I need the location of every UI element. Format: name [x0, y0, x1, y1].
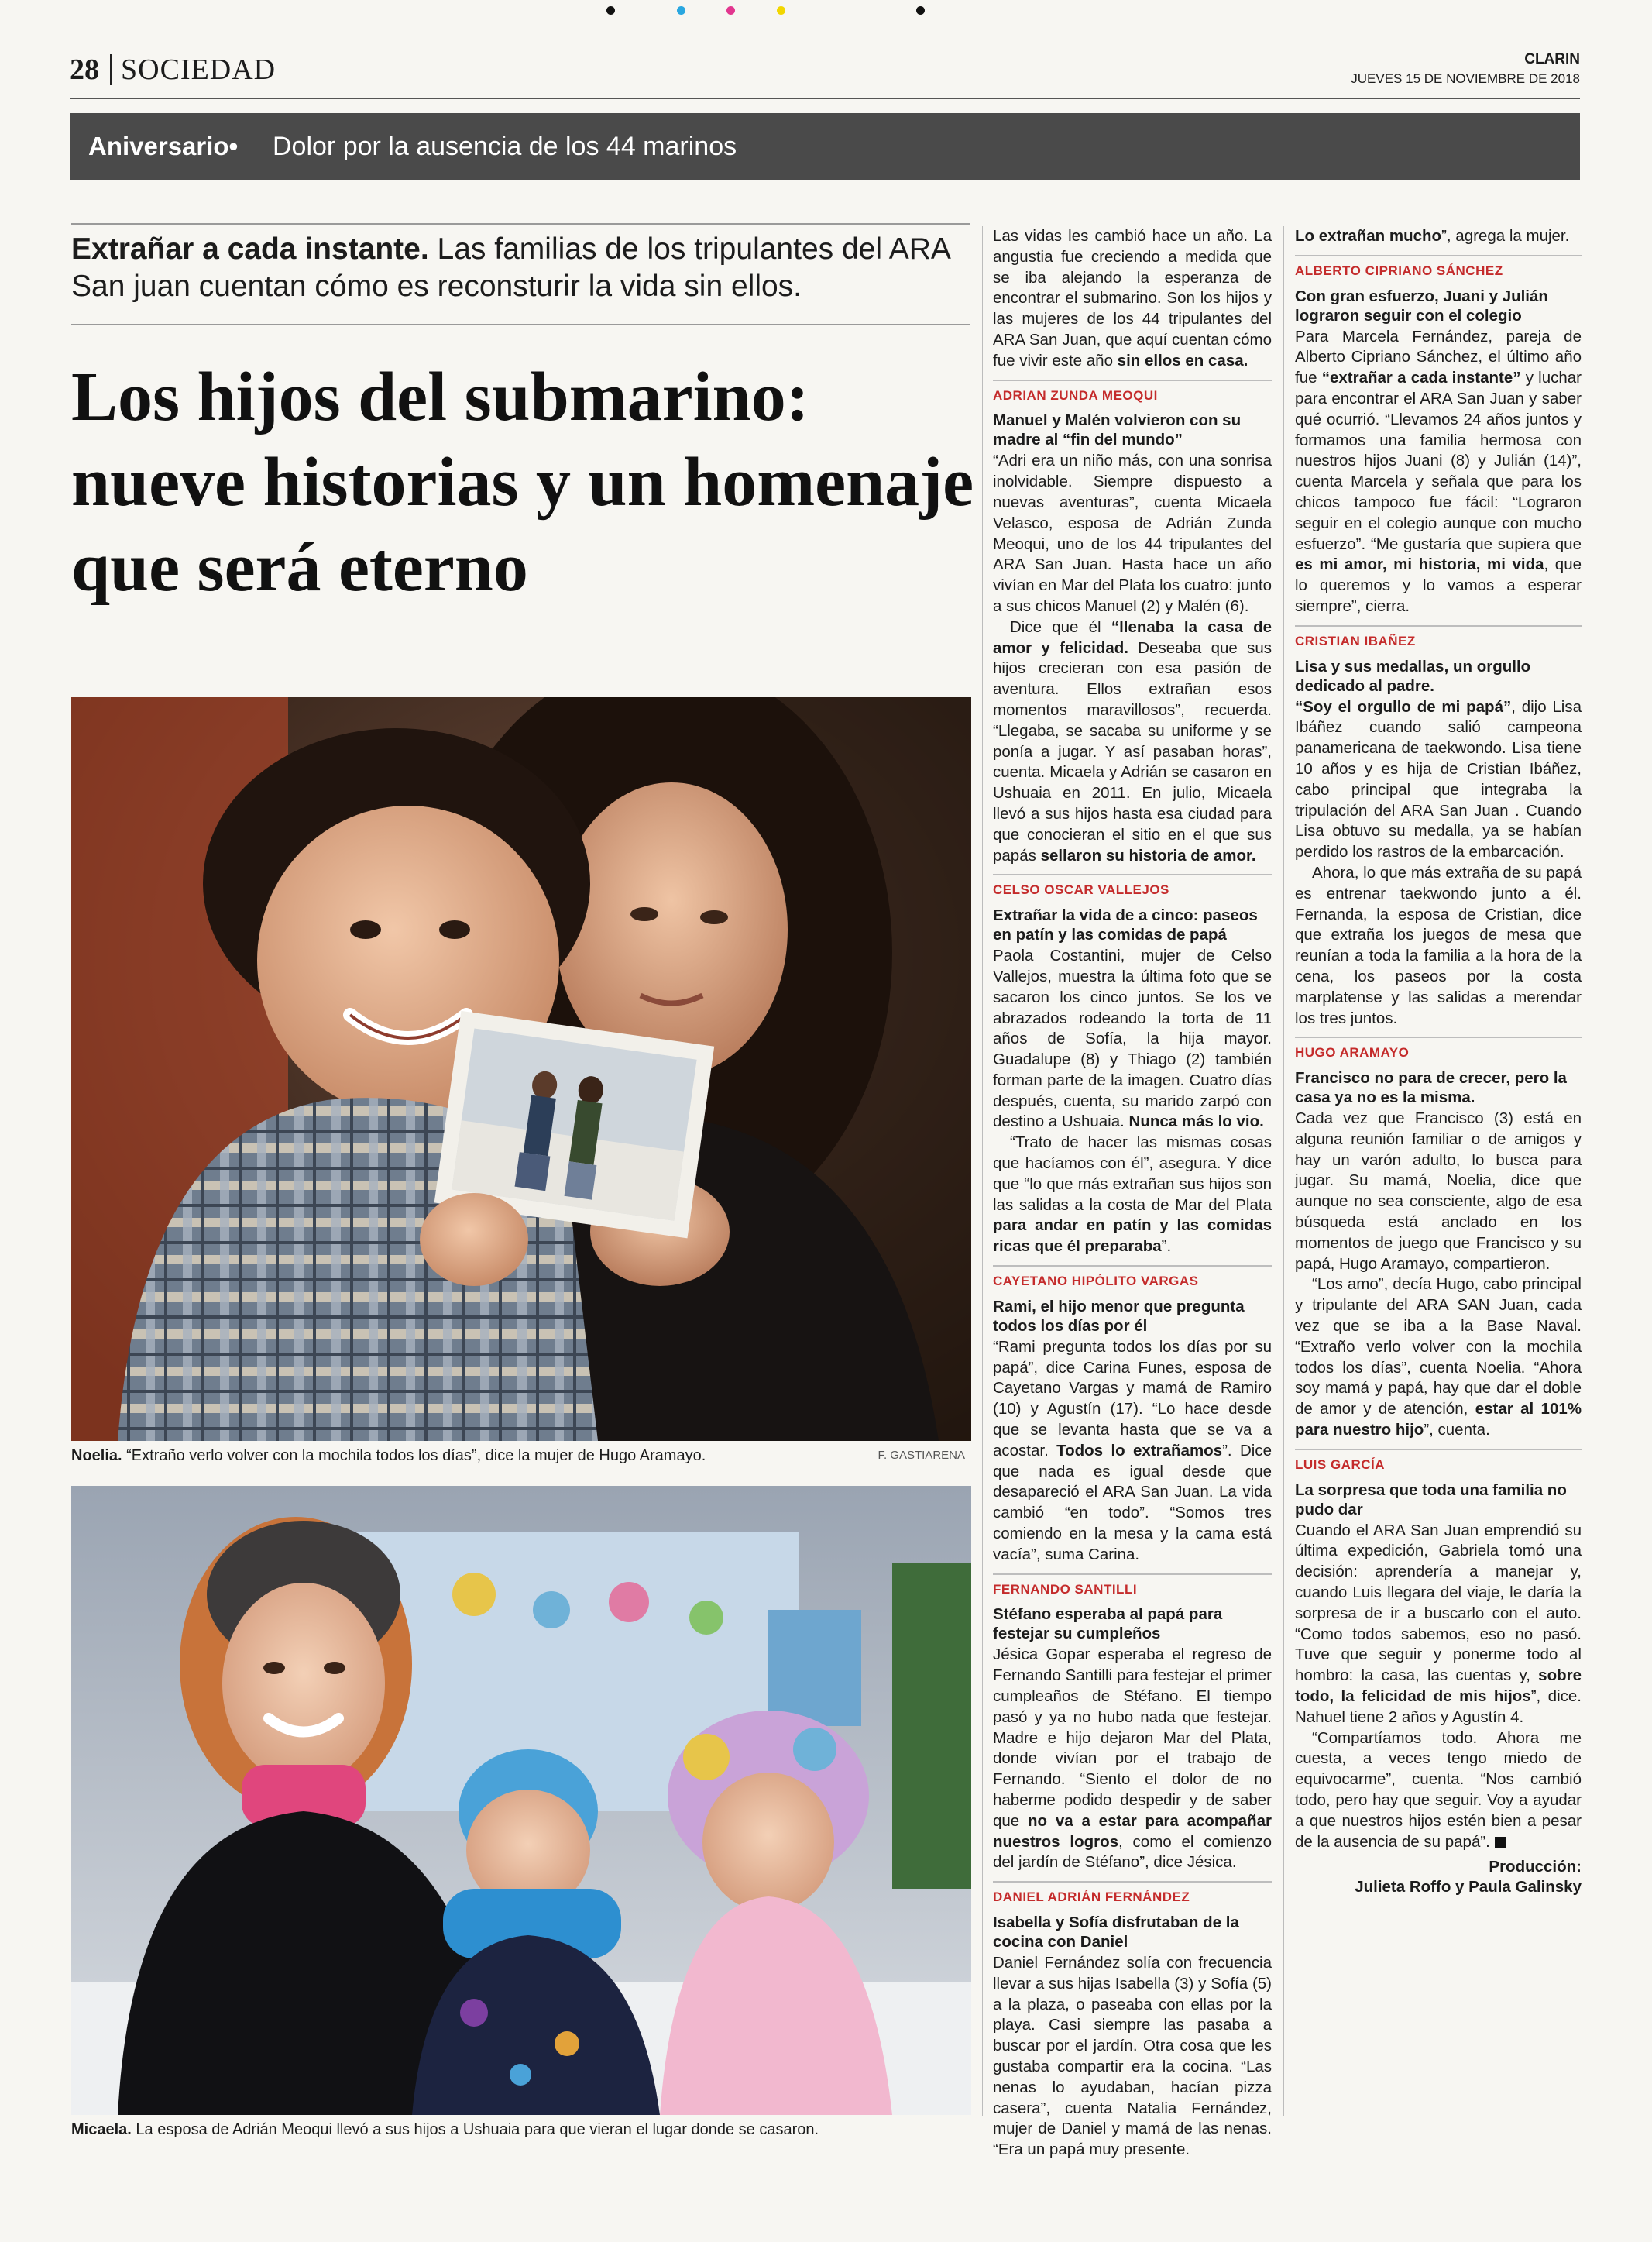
story-vargas [993, 1265, 1272, 1566]
text-run: Jésica Gopar esperaba el regreso de Fernando Santilli para festejar el primer cumpleaños de Stéfano. El tiempo pasó y ya no hubo nada que festejar. Madre e hijo dejaron Mar del Plata, donde vivían por el trabajo de Fernando. “Siento el dolor de no haberme podido despedir y de saber que [993, 1645, 1272, 1830]
story-title: Lisa y sus medallas, un orgullo dedicado al padre. [1295, 657, 1531, 695]
story-title: La sorpresa que toda una familia no pudo dar [1295, 1480, 1567, 1518]
story-title: Rami, el hijo menor que pregunta todos los días por él [993, 1297, 1245, 1335]
caption-lead: Noelia. [71, 1447, 122, 1464]
story-fernandez [993, 1881, 1272, 2161]
story-name: ADRIAN ZUNDA MEOQUI [993, 380, 1272, 407]
text-run: ”, cuenta. [1424, 1421, 1490, 1439]
story-paragraph [993, 617, 1272, 867]
story-paragraph [993, 1133, 1272, 1257]
text-run: Daniel Fernández solía con frecuencia llevar a sus hijas Isabella (3) y Sofía (5) a la plaza, o paseaba con ellas por la playa. Casi siempre las pasaba a buscar por el jardín. Otra cosa que les gustaba compartir era la cocina. “Las nenas lo ayudaban, hacían pizza casera”, cuenta Natalia Fernández, mujer de Daniel y mamá de las nenas. “Era un papá muy presente. [993, 1953, 1272, 2159]
story-paragraph [993, 1337, 1272, 1566]
kicker-text: Dolor por la ausencia de los 44 marinos [273, 132, 737, 161]
text-run: Dice que él [1010, 617, 1111, 636]
story-paragraph [993, 451, 1272, 617]
text-run: Deseaba que sus hijos crecieran con esa pasión de aventura. Ellos extrañan esos momentos maravillosos”, recuerda. “Llegaba, se sacaba su uniforme y se ponía a jugar. Y así pasaban horas”, cuenta. Micaela y Adrián se casaron en Ushuaia en 2011. En julio, Micaela llevó a sus hijos hasta esa ciudad para que conocieran el sitio en el que sus papás [993, 638, 1272, 865]
caption-lead: Micaela. [71, 2121, 132, 2138]
registration-dot-yellow [777, 6, 785, 15]
story-title: Isabella y Sofía disfrutaban de la cocina con Daniel [993, 1913, 1239, 1951]
story-paragraph [1295, 1274, 1582, 1440]
kicker-label: Aniversario• [88, 132, 239, 160]
text-run-bold: es mi amor, mi historia, mi vida [1295, 555, 1544, 574]
column-divider [982, 226, 983, 2116]
text-run: Cada vez que Francisco (3) está en alguna reunión familiar o de amigos y hay un varón adulto, lo busca para jugar. Su mamá, Noelia, dice que aunque no sea consciente, algo de esa búsqueda está anclado en los momentos de juego que Francisco y su papá, Hugo Aramayo, compartieron. [1295, 1109, 1582, 1273]
text-run: , como el comienzo del jardín de Stéfano”, dice Jésica. [993, 1832, 1272, 1872]
deck-top-rule [71, 223, 970, 225]
deck-text: Las familias de los tripulantes del ARA San juan cuentan cómo es reconsturir la vida sin ellos. [71, 232, 950, 303]
story-title: Con gran esfuerzo, Juani y Julián lograron seguir con el colegio [1295, 287, 1548, 325]
photo-caption-micaela [71, 2121, 971, 2139]
text-run-bold: no va a estar para acompañar nuestros logros [993, 1811, 1272, 1851]
photo-credit: F. GASTIARENA [878, 1449, 965, 1462]
text-run: Paola Costantini, mujer de Celso Vallejos, muestra la última foto que se sacaron los cinco juntos. Se los ve abrazados rodeando la torta de 11 años de Sofía, la hija mayor. Guadalupe (8) y Thiago (2) también forman parte de la imagen. Cuatro días después, cuenta, su marido zarpó con destino a Ushuaia. [993, 947, 1272, 1131]
production-credits [1295, 1857, 1582, 1897]
end-of-article-mark [1495, 1837, 1506, 1848]
text-run: “Trato de hacer las mismas cosas que hacíamos con él”, asegura. Y dice que “lo que más extrañan sus hijos son las salidas a la costa de Mar del Plata [993, 1133, 1272, 1214]
credits-label: Producción: [1489, 1858, 1582, 1876]
registration-dot-magenta [726, 6, 735, 15]
intro-paragraph [993, 226, 1272, 372]
story-name: LUIS GARCÍA [1295, 1449, 1582, 1476]
story-paragraph [993, 1645, 1272, 1873]
article-column-1 [993, 226, 1272, 2161]
registration-marks [0, 6, 1652, 22]
story-name: DANIEL ADRIÁN FERNÁNDEZ [993, 1881, 1272, 1908]
photo-caption-noelia [71, 1447, 971, 1465]
text-run: y luchar para encontrar el ARA San Juan y saber qué ocurrió. “Llevamos 24 años juntos y formamos una familia hermosa con nuestros hijos Juani (8) y Julián (14)”, cuenta Marcela y señala que para los chicos tampoco fue fácil: “Lograron seguir en el colegio aunque con mucho esfuerzo”. “Me gustaría que supiera que [1295, 369, 1582, 553]
page-header [70, 48, 1580, 99]
deck-bottom-rule [71, 324, 970, 325]
text-run: ”, agrega la mujer. [1441, 227, 1570, 245]
text-run: Para Marcela Fernández, pareja de Alberto Cipriano Sánchez, el último año fue [1295, 327, 1582, 387]
text-run-bold: sellaron su historia de amor. [1040, 846, 1256, 865]
text-run: , que lo queremos y lo vamos a esperar siempre”, cierra. [1295, 555, 1582, 615]
story-title: Extrañar la vida de a cinco: paseos en patín y las comidas de papá [993, 906, 1258, 944]
story-paragraph [1295, 327, 1582, 617]
text-run: Cuando el ARA San Juan emprendió su última expedición, Gabriela tomó una decisión: aprendería a manejar y, cuando Luis llegara del viaje, le daría la sorpresa de ir a buscarlo con el auto. “Como todos sabemos, eso no pasó. Tuve que seguir y ponerme todo al hombro: la casa, las cuentas y, [1295, 1521, 1582, 1685]
section-name: SOCIEDAD [121, 53, 276, 86]
column-divider [1283, 226, 1284, 2116]
intro-run: Las vidas les cambió hace un año. La angustia fue creciendo a medida que se iba alejando la esperanza de encontrar el submarino. Son los hijos y las mujeres de los 44 tripulantes del ARA San Juan, que aquí cuentan cómo fue vivir este año [993, 227, 1272, 370]
caption-text: La esposa de Adrián Meoqui llevó a sus hijos a Ushuaia para que vieran el lugar donde se casaron. [136, 2121, 819, 2138]
story-title: Francisco no para de crecer, pero la casa ya no es la misma. [1295, 1069, 1567, 1107]
text-run: , dijo Lisa Ibáñez cuando salió campeona panamericana de taekwondo. Lisa tiene 10 años y es hija de Cristian Ibáñez, cabo principal que integraba la tripulación del ARA San Juan . Cuando Lisa obtuvo su medalla, ya se habían perdido los rastros de la embarcación. [1295, 697, 1582, 861]
story-paragraph [1295, 1109, 1582, 1274]
text-run: “Compartíamos todo. Ahora me cuesta, a veces tengo miedo de equivocarme”, cuenta. “Nos cambió todo, pero hay que seguir. Voy a ayudar a que nuestros hijos estén bien a pesar de la ausencia de su papá”. [1295, 1728, 1582, 1851]
story-sanchez [1295, 255, 1582, 617]
story-garcia [1295, 1449, 1582, 1853]
text-run-bold: “extrañar a cada instante” [1321, 369, 1521, 387]
story-title: Stéfano esperaba al papá para festejar su cumpleños [993, 1605, 1223, 1643]
story-santilli [993, 1573, 1272, 1874]
text-run: “Los amo”, decía Hugo, cabo principal y tripulante del ARA SAN Juan, cada vez que se iba a la Base Naval. “Extraño verlo volver con la mochila todos los días”, cuenta Noelia. “Ahora soy mamá y papá, hay que dar el doble de amor y de atención, [1295, 1275, 1582, 1418]
story-name: CRISTIAN IBAÑEZ [1295, 625, 1582, 652]
text-run-bold: Nunca más lo vio. [1128, 1112, 1264, 1131]
registration-dot-black-2 [916, 6, 925, 15]
text-run: “Adri era un niño más, con una sonrisa inolvidable. Siempre dispuesto a nuevas aventuras”, cuenta Micaela Velasco, esposa de Adrián Zunda Meoqui, uno de los 44 tripulantes del ARA San Juan. Hasta hace un año vivían en Mar del Plata los cuatro: junto a sus chicos Manuel (2) y Malén (6). [993, 452, 1272, 615]
publication-name: CLARIN [1524, 51, 1580, 67]
text-run: Ahora, lo que más extraña de su papá es entrenar taekwondo junto a él. Fernanda, la esposa de Cristian, dice que extraña los juegos de mesa que reunían a toda la familia a la hora de la cena, los paseos por la costa marplatense y las salidas a merendar los tres juntos. [1295, 863, 1582, 1027]
section-divider [110, 54, 112, 85]
story-name: CAYETANO HIPÓLITO VARGAS [993, 1265, 1272, 1292]
text-run: ”, dice. Nahuel tiene 2 años y Agustín 4. [1295, 1687, 1582, 1726]
story-paragraph [993, 946, 1272, 1133]
story-ibanez [1295, 625, 1582, 1030]
page-number: 28 [70, 53, 99, 86]
story-meoqui [993, 380, 1272, 867]
text-run-bold: “llenaba la casa de amor y felicidad. [993, 617, 1272, 657]
intro-run-bold: sin ellos en casa. [1117, 351, 1248, 370]
story-name: CELSO OSCAR VALLEJOS [993, 874, 1272, 901]
story-paragraph [1295, 863, 1582, 1029]
story-paragraph [1295, 1728, 1582, 1853]
text-run: ”. Dice que nada es igual desde que desapareció el ARA San Juan. La vida cambió “en todo”. “Somos tres comiendo en la mesa y la cama está vacía”, suma Carina. [993, 1441, 1272, 1563]
registration-dot-black [606, 6, 615, 15]
deck-lead: Extrañar a cada instante. [71, 232, 429, 266]
photo-micaela-and-children [71, 1486, 971, 2115]
story-paragraph-continued [1295, 226, 1582, 247]
headline: Los hijos del submarino: nueve historias y un homenaje que será eterno [71, 359, 974, 606]
text-run: “Rami pregunta todos los días por su papá”, dice Carina Funes, esposa de Cayetano Vargas y mamá de Ramiro (10) y Agustín (17). “Lo hace desde que se levanta hasta que se va a acostar. [993, 1337, 1272, 1460]
text-run-bold: para andar en patín y las comidas ricas que él preparaba [993, 1216, 1272, 1256]
story-paragraph [993, 1953, 1272, 2161]
text-run-bold: sobre todo, la felicidad de mis hijos [1295, 1666, 1582, 1706]
article-column-2 [1295, 226, 1582, 1897]
deck [71, 231, 962, 305]
story-name: HUGO ARAMAYO [1295, 1037, 1582, 1064]
story-paragraph [1295, 1521, 1582, 1728]
caption-text: “Extraño verlo volver con la mochila todos los días”, dice la mujer de Hugo Aramayo. [126, 1447, 706, 1464]
kicker-bar [70, 113, 1580, 180]
story-name: ALBERTO CIPRIANO SÁNCHEZ [1295, 255, 1582, 282]
story-paragraph [1295, 697, 1582, 863]
story-title: Manuel y Malén volvieron con su madre al “fin del mundo” [993, 411, 1242, 449]
text-run-bold: Todos lo extrañamos [1056, 1441, 1223, 1460]
text-run-bold: “Soy el orgullo de mi papá” [1295, 697, 1512, 716]
text-run-bold: Lo extrañan mucho [1295, 227, 1442, 245]
publication-date: JUEVES 15 DE NOVIEMBRE DE 2018 [1351, 71, 1580, 86]
story-aramayo [1295, 1037, 1582, 1441]
registration-dot-cyan [677, 6, 685, 15]
credits-names: Julieta Roffo y Paula Galinsky [1355, 1878, 1582, 1896]
photo-noelia-and-son [71, 697, 971, 1441]
story-name: FERNANDO SANTILLI [993, 1573, 1272, 1601]
story-vallejos [993, 874, 1272, 1257]
text-run: ”. [1161, 1237, 1172, 1256]
text-run-bold: estar al 101% para nuestro hijo [1295, 1400, 1582, 1439]
photo-noelia-illustration [71, 697, 971, 1441]
photo-micaela-illustration [71, 1486, 971, 2115]
